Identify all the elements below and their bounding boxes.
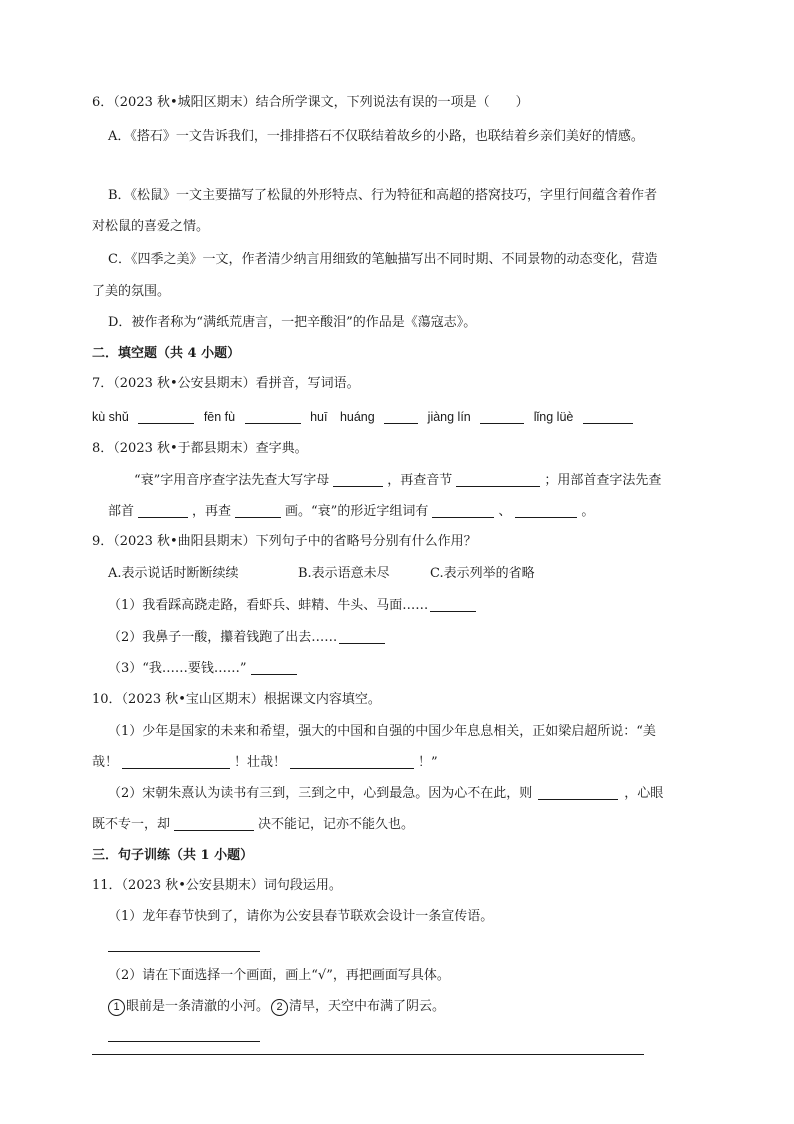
q10-blank-4[interactable] xyxy=(174,816,254,831)
q9-blank-3[interactable] xyxy=(251,660,297,675)
q9-sentence-2 xyxy=(108,629,385,647)
q8-text-2a: 部首 xyxy=(108,504,135,519)
q8-blank-word-1[interactable] xyxy=(432,503,494,518)
q8-blank-strokes[interactable] xyxy=(235,503,281,518)
q9-option-b: B.表示语意未尽 xyxy=(298,566,390,581)
q6-option-a: A．《搭石》一文告诉我们，一排排搭石不仅联结着故乡的小路，也联结着乡亲们美好的情感。 xyxy=(108,129,644,144)
q9-sentence-1 xyxy=(108,597,476,615)
q9-sentence-3-text: （3）“我……要钱……” xyxy=(108,661,247,676)
q11-choice-1[interactable]: 眼前是一条清澈的小河。 xyxy=(126,999,270,1014)
q11-sub2: （2）请在下面选择一个画面，画上“√”，再把画面写具体。 xyxy=(108,968,450,983)
q7-blank-3[interactable] xyxy=(384,409,418,424)
q10-text-2c: 既不专一，却 xyxy=(92,817,171,832)
q8-blank-word-2[interactable] xyxy=(515,503,577,518)
q10-blank-2[interactable] xyxy=(290,754,414,769)
q7-pinyin-2: fēn fù xyxy=(203,410,236,424)
q7-pinyin-4: jiàng lín xyxy=(427,410,471,424)
q10-text-2b: ，心眼 xyxy=(624,786,664,801)
q9-options xyxy=(108,565,535,583)
q7-stem: 7．（2023 秋•公安县期末）看拼音，写词语。 xyxy=(92,376,360,391)
q7-pinyin-3: huī huáng xyxy=(310,410,375,424)
q10-text-2a: （2）宋朝朱熹认为读书有三到，三到之中，心到最急。因为心不在此，则 xyxy=(108,786,533,801)
q8-text-2e: 。 xyxy=(581,504,595,519)
q8-stem: 8．（2023 秋•于都县期末）查字典。 xyxy=(92,441,308,456)
section-heading-sentence-training: 三．句子训练（共 1 小题） xyxy=(92,848,254,863)
q6-option-c-line1: C．《四季之美》一文，作者清少纳言用细致的笔触描写出不同时期、不同景物的动态变化，营造 xyxy=(108,252,658,267)
q11-answer-line-2[interactable] xyxy=(108,1041,260,1042)
q8-blank-syllable[interactable] xyxy=(456,472,540,487)
q7-blank-2[interactable] xyxy=(245,409,301,424)
q9-sentence-1-text: （1）我看踩高跷走路，看虾兵、蚌精、牛头、马面…… xyxy=(108,598,429,613)
q10-blank-1[interactable] xyxy=(122,754,230,769)
q11-choices xyxy=(108,998,445,1016)
q8-blank-radical[interactable] xyxy=(138,503,188,518)
q7-pinyin-row xyxy=(92,408,639,426)
q10-part2-line2 xyxy=(92,816,414,834)
q10-text-2d: 决不能记，记亦不能久也。 xyxy=(258,817,415,832)
q11-stem: 11．（2023 秋•公安县期末）词句段运用。 xyxy=(92,878,342,893)
q9-blank-1[interactable] xyxy=(430,597,476,612)
q6-option-b-line2: 对松鼠的喜爱之情。 xyxy=(92,219,210,234)
q9-option-a: A.表示说话时断断续续 xyxy=(108,566,239,581)
q7-pinyin-1: kù shǔ xyxy=(92,410,129,424)
q10-text-end: ！” xyxy=(418,755,438,770)
q10-part1-line1: （1）少年是国家的未来和希望，强大的中国和自强的中国少年息息相关，正如梁启超所说：“美 xyxy=(108,724,656,739)
q10-part2-line1 xyxy=(108,785,663,803)
q11-choice-2[interactable]: 清早，天空中布满了阴云。 xyxy=(289,999,446,1014)
q8-text-1a: “衰”字用音序查字法先查大写字母 xyxy=(134,473,330,488)
section-heading-fill-blank: 二．填空题（共 4 小题） xyxy=(92,346,241,361)
q10-part1-line2 xyxy=(92,754,438,772)
q10-text-zhuangzai: ！壮哉！ xyxy=(234,755,287,770)
q10-stem: 10．（2023 秋•宝山区期末）根据课文内容填空。 xyxy=(92,692,381,707)
q11-answer-line-1[interactable] xyxy=(108,951,260,952)
q8-blank-letter[interactable] xyxy=(333,472,383,487)
q7-blank-4[interactable] xyxy=(480,409,524,424)
q9-sentence-2-text: （2）我鼻子一酸，攥着钱跑了出去…… xyxy=(108,630,338,645)
q8-line1 xyxy=(134,472,661,490)
q6-option-d: D．被作者称为“满纸荒唐言，一把辛酸泪”的作品是《蕩寇志》。 xyxy=(108,315,477,330)
circled-number-2-icon: 2 xyxy=(271,999,288,1016)
q9-stem: 9．（2023 秋•曲阳县期末）下列句子中的省略号分别有什么作用？ xyxy=(92,534,477,549)
q9-sentence-3 xyxy=(108,660,297,678)
q6-option-c-line2: 了美的氛围。 xyxy=(92,284,171,299)
q8-text-1b: ，再查音节 xyxy=(387,473,453,488)
q9-blank-2[interactable] xyxy=(339,629,385,644)
q8-line2 xyxy=(108,503,594,521)
q7-pinyin-5: lǐng lüè xyxy=(533,410,574,424)
q10-text-meizai: 哉！ xyxy=(92,755,119,770)
circled-number-1-icon: 1 xyxy=(108,999,125,1016)
q8-text-1c: ；用部首查字法先查 xyxy=(544,473,662,488)
q8-text-2d: 、 xyxy=(498,504,512,519)
q8-text-2b: ，再查 xyxy=(192,504,232,519)
q6-stem: 6．（2023 秋•城阳区期末）结合所学课文，下列说法有误的一项是（ ） xyxy=(92,95,529,110)
q6-option-b-line1: B．《松鼠》一文主要描写了松鼠的外形特点、行为特征和高超的搭窝技巧，字里行间蕴含着作者 xyxy=(108,188,658,203)
q9-option-c: C.表示列举的省略 xyxy=(430,566,535,581)
q7-blank-5[interactable] xyxy=(583,409,633,424)
q11-answer-line-3[interactable] xyxy=(92,1054,644,1055)
q10-blank-3[interactable] xyxy=(538,785,618,800)
q8-text-2c: 画。“衰”的形近字组词有 xyxy=(285,504,429,519)
q11-sub1: （1）龙年春节快到了，请你为公安县春节联欢会设计一条宣传语。 xyxy=(108,909,494,924)
q7-blank-1[interactable] xyxy=(138,409,194,424)
